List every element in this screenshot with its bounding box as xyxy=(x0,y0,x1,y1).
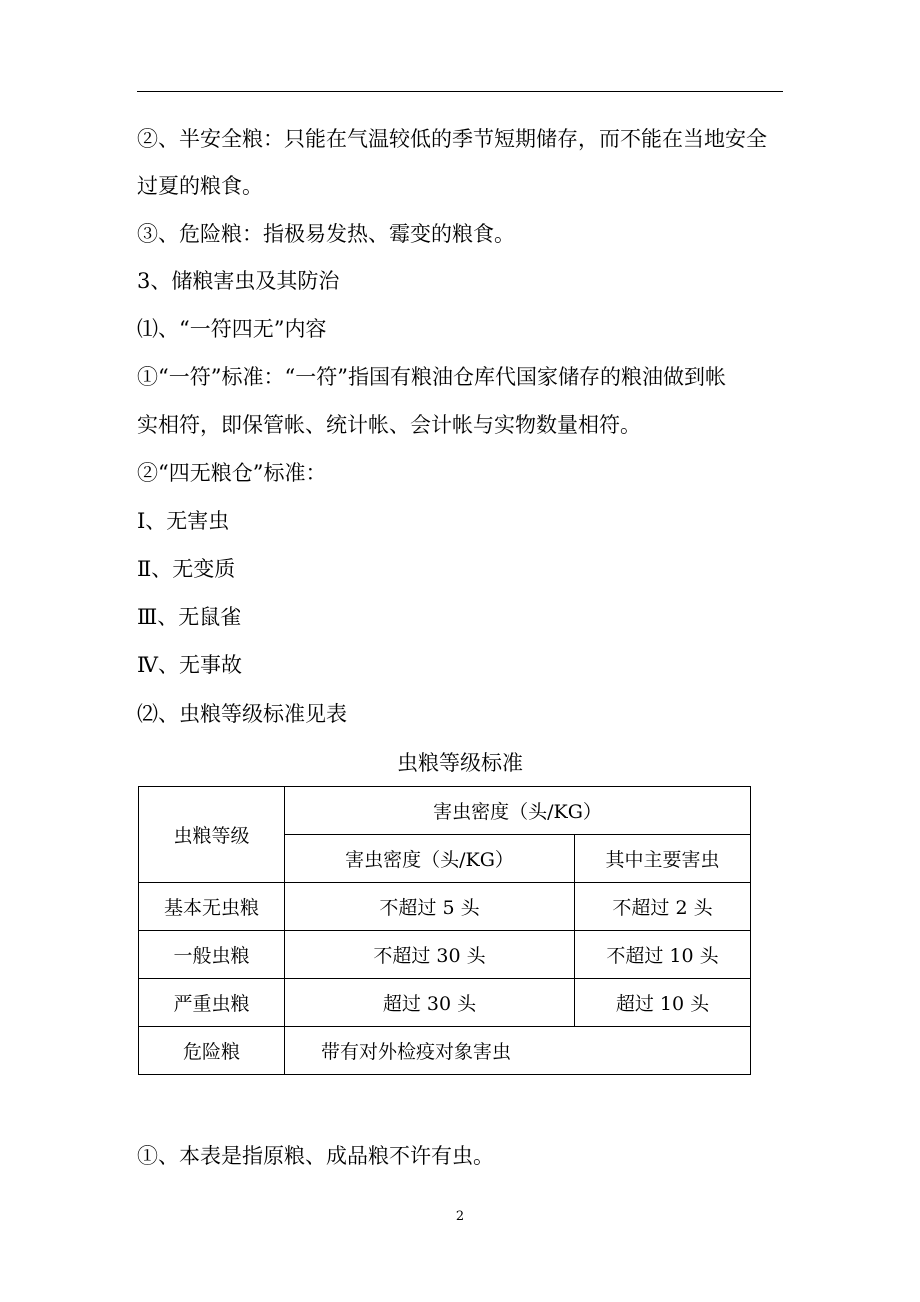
header-rule xyxy=(137,91,783,92)
grade-cell: 危险粮 xyxy=(139,1027,285,1075)
paragraph-semi-safe-grain-cont: 过夏的粮食。 xyxy=(137,174,263,198)
list-item-no-rodents-birds: Ⅲ、无鼠雀 xyxy=(137,605,242,629)
header-grade: 虫粮等级 xyxy=(139,787,285,883)
density-cell: 不超过 5 头 xyxy=(285,883,575,931)
paragraph-dangerous-grain: ③、危险粮：指极易发热、霉变的粮食。 xyxy=(137,222,515,246)
table-caption: 虫粮等级标准 xyxy=(397,751,523,775)
paragraph-semi-safe-grain: ②、半安全粮：只能在气温较低的季节短期储存，而不能在当地安全 xyxy=(137,127,767,151)
list-item-no-accidents: Ⅳ、无事故 xyxy=(137,653,242,677)
subheading-grade-standard: ⑵、虫粮等级标准见表 xyxy=(137,702,347,726)
table-header-row xyxy=(139,787,751,835)
density-cell: 不超过 30 头 xyxy=(285,931,575,979)
subheading-one-match-four-none: ⑴、“一符四无”内容 xyxy=(137,317,327,341)
section-heading-pests: 3、储粮害虫及其防治 xyxy=(137,269,340,293)
main-pests-cell: 不超过 2 头 xyxy=(575,883,751,931)
pest-grade-table xyxy=(138,786,751,1075)
subheader-main-pests: 其中主要害虫 xyxy=(575,835,751,883)
quarantine-note-cell: 带有对外检疫对象害虫 xyxy=(285,1027,751,1075)
paragraph-one-match-standard-cont: 实相符，即保管帐、统计帐、会计帐与实物数量相符。 xyxy=(137,413,641,437)
grade-cell: 一般虫粮 xyxy=(139,931,285,979)
table-row xyxy=(139,883,751,931)
grade-cell: 严重虫粮 xyxy=(139,979,285,1027)
header-density-group: 害虫密度（头/KG） xyxy=(285,787,751,835)
page-number: 2 xyxy=(455,1209,465,1224)
list-item-no-pests: Ⅰ、无害虫 xyxy=(137,509,230,533)
main-pests-cell: 超过 10 头 xyxy=(575,979,751,1027)
density-cell: 超过 30 头 xyxy=(285,979,575,1027)
paragraph-four-none-standard: ②“四无粮仓”标准： xyxy=(137,461,327,485)
table-row-dangerous xyxy=(139,1027,751,1075)
grade-cell: 基本无虫粮 xyxy=(139,883,285,931)
paragraph-one-match-standard: ①“一符”标准：“一符”指国有粮油仓库代国家储存的粮油做到帐 xyxy=(137,365,726,389)
table-row xyxy=(139,979,751,1027)
list-item-no-deterioration: Ⅱ、无变质 xyxy=(137,557,236,581)
table-footnote: ①、本表是指原粮、成品粮不许有虫。 xyxy=(137,1144,494,1168)
subheader-density: 害虫密度（头/KG） xyxy=(285,835,575,883)
table-row xyxy=(139,931,751,979)
main-pests-cell: 不超过 10 头 xyxy=(575,931,751,979)
